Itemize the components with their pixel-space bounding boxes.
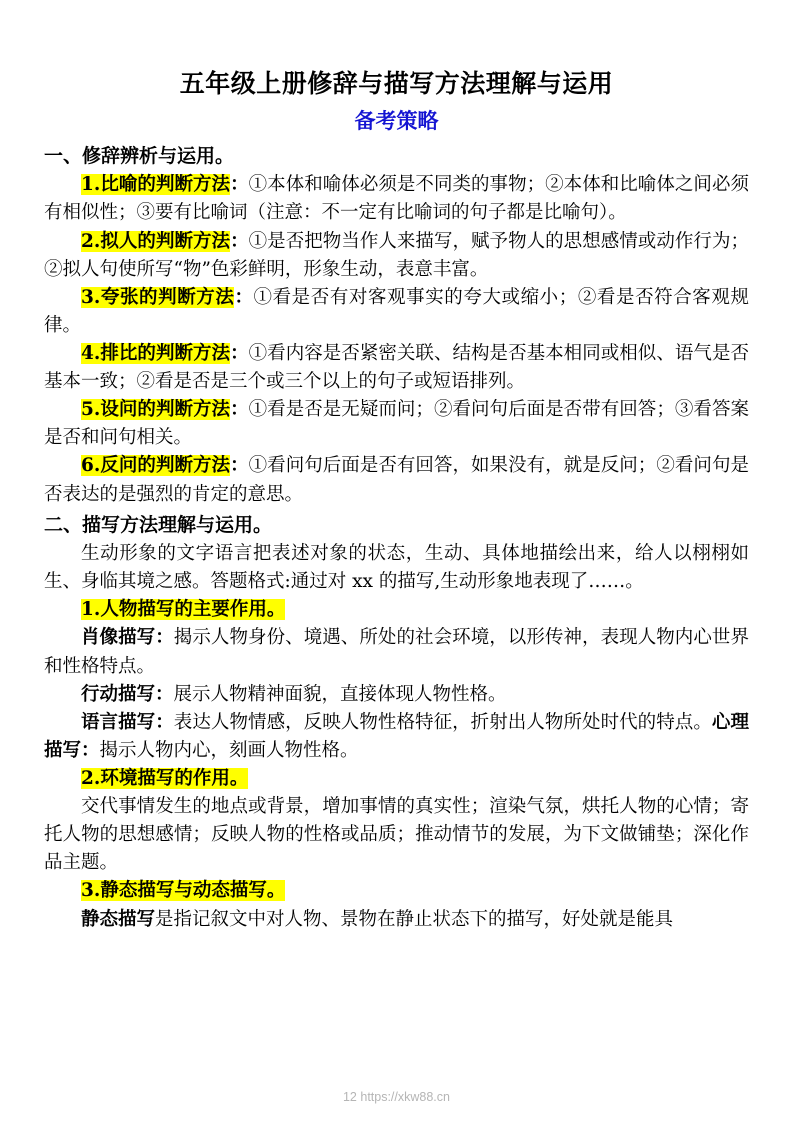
description-item-language [44, 709, 749, 765]
rhetoric-item-1-text: ①本体和喻体必须是不同类的事物；②本体和比喻体之间必须有相似性；③要有比喻词（注意：不一定有比喻词的句子都是比喻句）。 [44, 174, 749, 224]
description-item-action-colon: ： [155, 683, 174, 705]
static-description-text [44, 906, 749, 934]
description-item-action-label: 行动描写 [81, 683, 156, 705]
rhetoric-item-4-label: 4.排比的判断方法 [81, 342, 231, 364]
description-item-action-text: 展示人物精神面貌，直接体现人物性格。 [173, 683, 507, 705]
description-subheading-3-label: 3.静态描写与动态描写。 [81, 880, 286, 902]
rhetoric-item-2-colon: ： [230, 230, 249, 252]
rhetoric-item-3-colon: ： [234, 286, 254, 308]
description-item-psychology-text: 揭示人物内心，刻画人物性格。 [99, 739, 359, 761]
rhetoric-item-6-colon: ： [230, 455, 249, 477]
rhetoric-item-4-colon: ： [230, 342, 249, 364]
rhetoric-item-6-label: 6.反问的判断方法 [81, 455, 231, 477]
description-item-psychology-label: 心理描写 [44, 711, 749, 761]
rhetoric-item-5 [44, 396, 749, 452]
rhetoric-item-5-colon: ： [230, 399, 249, 421]
rhetoric-item-4-text: ①看内容是否紧密关联、结构是否基本相同或相似、语气是否基本一致；②看是否是三个或三个以上的句子或短语排列。 [44, 342, 749, 393]
static-description-label: 静态描写 [81, 908, 156, 930]
rhetoric-item-3-text: ①看是否有对客观事实的夸大或缩小；②看是否符合客观规律。 [44, 286, 749, 336]
description-item-portrait [44, 624, 749, 680]
description-item-psychology-colon: ： [81, 739, 100, 761]
description-subheading-2-label: 2.环境描写的作用。 [81, 767, 249, 789]
rhetoric-item-5-text: ①看是否是无疑而问；②看问句后面是否带有回答；③看答案是否和问句相关。 [44, 399, 749, 449]
rhetoric-item-2 [44, 228, 749, 284]
description-intro: 生动形象的文字语言把表述对象的状态，生动、具体地描绘出来，给人以栩栩如生、身临其境之感。答题格式:通过对 xx 的描写,生动形象地表现了……。 [44, 543, 749, 593]
description-subheading-1 [44, 596, 749, 624]
section-heading-2: 二、描写方法理解与运用。 [44, 513, 273, 536]
rhetoric-item-2-label: 2.拟人的判断方法 [81, 230, 231, 252]
section-heading-1: 一、修辞辨析与运用。 [44, 144, 235, 167]
page-subtitle: 备考策略 [354, 107, 439, 133]
static-description-body: 是指记叙文中对人物、景物在静止状态下的描写，好处就是能具 [155, 908, 674, 930]
environment-description-text: 交代事情发生的地点或背景，增加事情的真实性；渲染气氛，烘托人物的心情；寄托人物的思想感情；反映人物的性格或品质；推动情节的发展，为下文做铺垫；深化作品主题。 [44, 796, 749, 874]
rhetoric-item-5-label: 5.设问的判断方法 [81, 399, 231, 421]
description-item-portrait-label: 肖像描写 [81, 627, 156, 649]
description-item-portrait-colon: ： [155, 627, 174, 649]
rhetoric-item-1-label: 1.比喻的判断方法 [81, 174, 231, 196]
description-subheading-2 [44, 765, 749, 793]
rhetoric-item-2-text: ①是否把物当作人来描写，赋予物人的思想感情或动作行为；②拟人句使所写“物”色彩鲜明，形象生动，表意丰富。 [44, 230, 749, 280]
description-subheading-1-label: 1.人物描写的主要作用。 [81, 599, 286, 621]
rhetoric-item-1-colon: ： [230, 174, 249, 196]
rhetoric-item-6 [44, 452, 749, 508]
rhetoric-item-3 [44, 284, 749, 340]
rhetoric-item-3-label: 3.夸张的判断方法 [81, 286, 235, 308]
description-item-portrait-text: 揭示人物身份、境遇、所处的社会环境，以形传神，表现人物内心世界和性格特点。 [44, 627, 749, 677]
description-item-action [44, 681, 749, 709]
rhetoric-item-1 [44, 171, 749, 227]
rhetoric-item-6-text: ①看问句后面是否有回答，如果没有，就是反问；②看问句是否表达的是强烈的肯定的意思。 [44, 455, 749, 505]
description-subheading-3 [44, 877, 749, 905]
description-item-language-label: 语言描写 [81, 711, 156, 733]
page-footer: 12 https://xkw88.cn [342, 1090, 450, 1104]
page-title: 五年级上册修辞与描写方法理解与运用 [179, 69, 614, 98]
description-item-language-colon: ： [155, 711, 174, 733]
rhetoric-item-4 [44, 340, 749, 396]
description-item-language-text: 表达人物情感，反映人物性格特征，折射出人物所处时代的特点。 [173, 711, 712, 733]
